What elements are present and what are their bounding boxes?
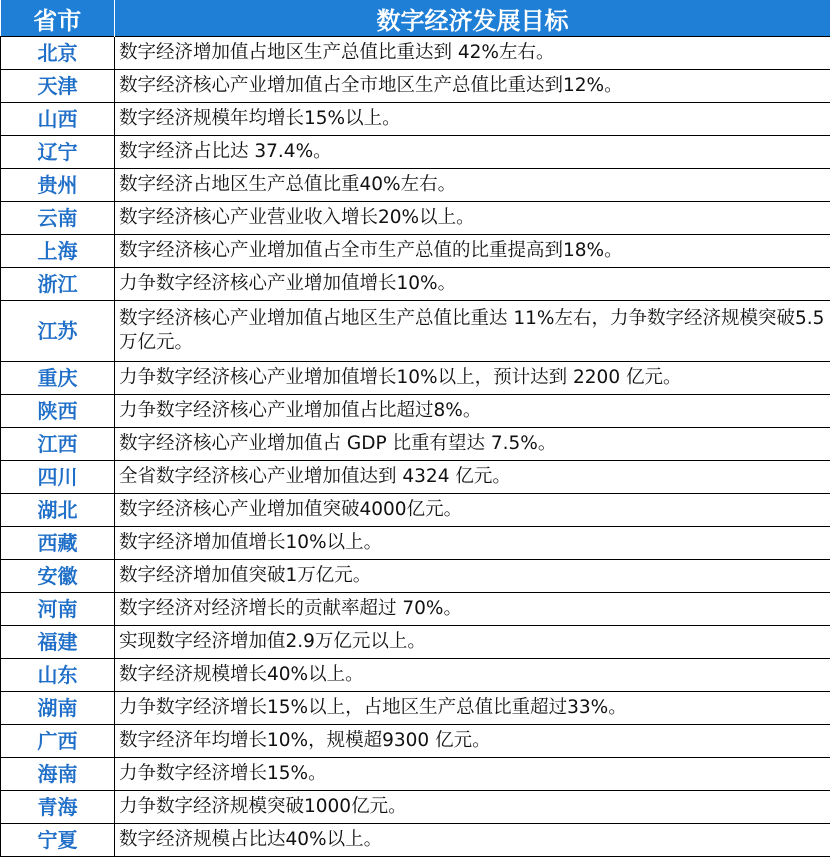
table-row — [1, 527, 830, 560]
province-cell: 上海 — [1, 235, 115, 268]
province-cell: 贵州 — [1, 169, 115, 202]
goal-cell: 力争数字经济核心产业增加值占比超过8%。 — [115, 395, 830, 428]
province-cell: 青海 — [1, 791, 115, 824]
table-row — [1, 791, 830, 824]
province-cell: 河南 — [1, 593, 115, 626]
province-cell: 山西 — [1, 103, 115, 136]
goal-cell: 力争数字经济增长15%以上，占地区生产总值比重超过33%。 — [115, 692, 830, 725]
table-row — [1, 37, 830, 70]
goal-cell: 数字经济核心产业增加值占 GDP 比重有望达 7.5%。 — [115, 428, 830, 461]
table-row — [1, 593, 830, 626]
goal-cell: 全省数字经济核心产业增加值达到 4324 亿元。 — [115, 461, 830, 494]
table-row — [1, 136, 830, 169]
goal-cell: 数字经济占比达 37.4%。 — [115, 136, 830, 169]
header-goal: 数字经济发展目标 — [115, 0, 830, 37]
table-row — [1, 362, 830, 395]
province-cell: 云南 — [1, 202, 115, 235]
province-cell: 天津 — [1, 70, 115, 103]
goal-cell: 实现数字经济增加值2.9万亿元以上。 — [115, 626, 830, 659]
province-cell: 安徽 — [1, 560, 115, 593]
header-row — [1, 0, 830, 37]
table-row — [1, 202, 830, 235]
province-cell: 山东 — [1, 659, 115, 692]
table-row — [1, 494, 830, 527]
province-cell: 陕西 — [1, 395, 115, 428]
table-row — [1, 659, 830, 692]
goal-cell: 数字经济核心产业增加值占地区生产总值比重达 11%左右，力争数字经济规模突破5.5万亿元。 — [115, 301, 830, 362]
table-row — [1, 758, 830, 791]
province-cell: 海南 — [1, 758, 115, 791]
province-cell: 宁夏 — [1, 824, 115, 857]
header-province: 省市 — [1, 0, 115, 37]
province-cell: 福建 — [1, 626, 115, 659]
province-cell: 西藏 — [1, 527, 115, 560]
province-cell: 北京 — [1, 37, 115, 70]
table-row — [1, 103, 830, 136]
table-row — [1, 395, 830, 428]
goal-cell: 数字经济规模年均增长15%以上。 — [115, 103, 830, 136]
province-cell: 湖北 — [1, 494, 115, 527]
goal-cell: 数字经济增加值增长10%以上。 — [115, 527, 830, 560]
province-cell: 重庆 — [1, 362, 115, 395]
table-row — [1, 692, 830, 725]
province-cell: 辽宁 — [1, 136, 115, 169]
table-row — [1, 169, 830, 202]
province-cell: 江苏 — [1, 301, 115, 362]
table-row — [1, 725, 830, 758]
goal-cell: 数字经济占地区生产总值比重40%左右。 — [115, 169, 830, 202]
province-cell: 四川 — [1, 461, 115, 494]
table-row — [1, 461, 830, 494]
goal-cell: 数字经济核心产业营业收入增长20%以上。 — [115, 202, 830, 235]
table-row — [1, 428, 830, 461]
goal-cell: 数字经济规模增长40%以上。 — [115, 659, 830, 692]
table-row — [1, 268, 830, 301]
goal-cell: 数字经济对经济增长的贡献率超过 70%。 — [115, 593, 830, 626]
goal-cell: 数字经济核心产业增加值占全市地区生产总值比重达到12%。 — [115, 70, 830, 103]
table-row — [1, 70, 830, 103]
table-row — [1, 560, 830, 593]
goal-cell: 数字经济核心产业增加值占全市生产总值的比重提高到18%。 — [115, 235, 830, 268]
goal-cell: 力争数字经济增长15%。 — [115, 758, 830, 791]
goal-cell: 力争数字经济核心产业增加值增长10%。 — [115, 268, 830, 301]
goal-cell: 数字经济年均增长10%，规模超9300 亿元。 — [115, 725, 830, 758]
province-cell: 浙江 — [1, 268, 115, 301]
goal-cell: 数字经济增加值占地区生产总值比重达到 42%左右。 — [115, 37, 830, 70]
goal-cell: 数字经济规模占比达40%以上。 — [115, 824, 830, 857]
table-row — [1, 824, 830, 857]
province-cell: 江西 — [1, 428, 115, 461]
goal-cell: 力争数字经济规模突破1000亿元。 — [115, 791, 830, 824]
table-row — [1, 626, 830, 659]
goal-cell: 力争数字经济核心产业增加值增长10%以上，预计达到 2200 亿元。 — [115, 362, 830, 395]
goal-cell: 数字经济增加值突破1万亿元。 — [115, 560, 830, 593]
province-cell: 广西 — [1, 725, 115, 758]
table-row — [1, 301, 830, 362]
province-cell: 湖南 — [1, 692, 115, 725]
goal-cell: 数字经济核心产业增加值突破4000亿元。 — [115, 494, 830, 527]
table-row — [1, 235, 830, 268]
